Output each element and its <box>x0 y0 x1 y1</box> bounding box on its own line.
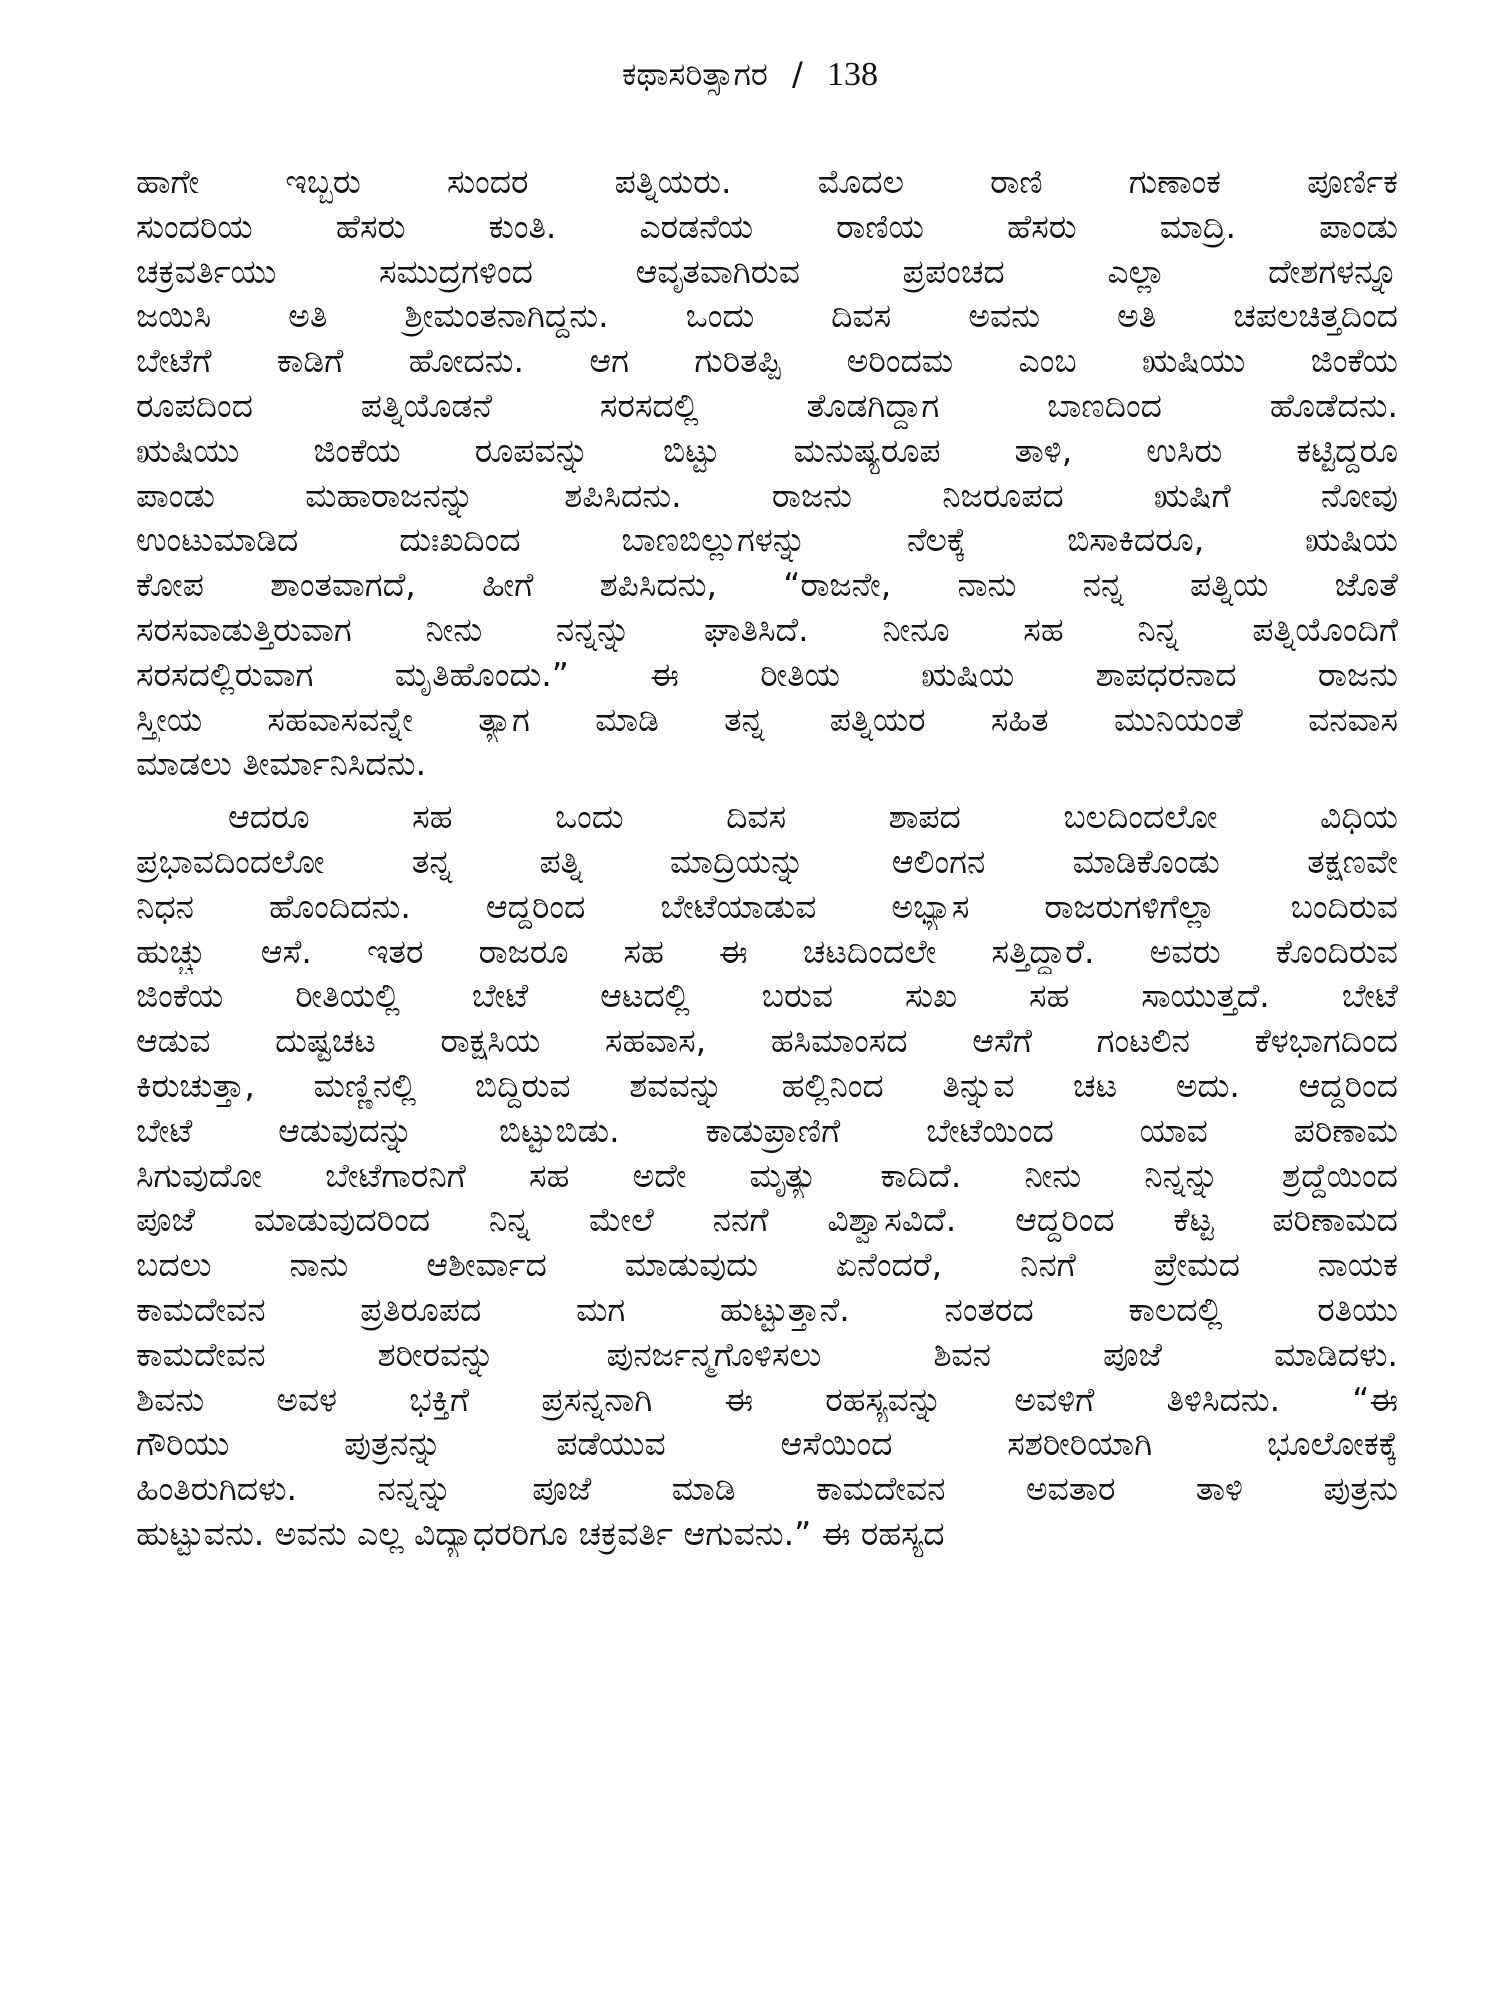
text-line: ಗೌರಿಯು ಪುತ್ರನನ್ನು ಪಡೆಯುವ ಆಸೆಯಿಂದ ಸಶರೀರಿಯಾಗಿ ಭೂಲೋಕಕ್ಕೆ <box>136 1424 1398 1464</box>
text-line: ಕಾಮದೇವನ ಪ್ರತಿರೂಪದ ಮಗ ಹುಟ್ಟುತ್ತಾನೆ. ನಂತರದ ಕಾಲದಲ್ಲಿ ರತಿಯು <box>136 1289 1398 1329</box>
text-line: ಶಿವನು ಅವಳ ಭಕ್ತಿಗೆ ಪ್ರಸನ್ನನಾಗಿ ಈ ರಹಸ್ಯವನ್ನು ಅವಳಿಗೆ ತಿಳಿಸಿದನು. “ಈ <box>136 1379 1398 1419</box>
text-line: ಬೇಟೆ ಆಡುವುದನ್ನು ಬಿಟ್ಟುಬಿಡು. ಕಾಡುಪ್ರಾಣಿಗೆ ಬೇಟೆಯಿಂದ ಯಾವ ಪರಿಣಾಮ <box>136 1110 1398 1150</box>
text-line: ಬದಲು ನಾನು ಆಶೀರ್ವಾದ ಮಾಡುವುದು ಏನೆಂದರೆ, ನಿನಗೆ ಪ್ರೇಮದ ನಾಯಕ <box>136 1245 1398 1285</box>
text-line: ಹಿಂತಿರುಗಿದಳು. ನನ್ನನ್ನು ಪೂಜೆ ಮಾಡಿ ಕಾಮದೇವನ ಅವತಾರ ತಾಳಿ ಪುತ್ರನು <box>136 1469 1398 1509</box>
text-line: ಸರಸವಾಡುತ್ತಿರುವಾಗ ನೀನು ನನ್ನನ್ನು ಘಾತಿಸಿದೆ. ನೀನೂ ಸಹ ನಿನ್ನ ಪತ್ನಿಯೊಂದಿಗೆ <box>136 609 1398 649</box>
text-line: ಪೂಜೆ ಮಾಡುವುದರಿಂದ ನಿನ್ನ ಮೇಲೆ ನನಗೆ ವಿಶ್ವಾಸವಿದೆ. ಆದ್ದರಿಂದ ಕೆಟ್ಟ ಪರಿಣಾಮದ <box>136 1200 1398 1240</box>
paragraph-2 <box>136 795 1398 1557</box>
text-line: ರೂಪದಿಂದ ಪತ್ನಿಯೊಡನೆ ಸರಸದಲ್ಲಿ ತೊಡಗಿದ್ದಾಗ ಬಾಣದಿಂದ ಹೊಡೆದನು. <box>136 385 1398 425</box>
text-line: ಸರಸದಲ್ಲಿರುವಾಗ ಮೃತಿಹೊಂದು.” ಈ ರೀತಿಯ ಋಷಿಯ ಶಾಪಧರನಾದ ರಾಜನು <box>136 654 1398 694</box>
text-line: ಕಿರುಚುತ್ತಾ, ಮಣ್ಣಿನಲ್ಲಿ ಬಿದ್ದಿರುವ ಶವವನ್ನು ಹಲ್ಲಿನಿಂದ ತಿನ್ನುವ ಚಟ ಅದು. ಆದ್ದರಿಂದ <box>136 1065 1398 1105</box>
text-line: ಹುಚ್ಚು ಆಸೆ. ಇತರ ರಾಜರೂ ಸಹ ಈ ಚಟದಿಂದಲೇ ಸತ್ತಿದ್ದಾರೆ. ಅವರು ಕೊಂದಿರುವ <box>136 931 1398 971</box>
body-text <box>136 160 1398 1557</box>
text-line: ಋಷಿಯು ಜಿಂಕೆಯ ರೂಪವನ್ನು ಬಿಟ್ಟು ಮನುಷ್ಯರೂಪ ತಾಳಿ, ಉಸಿರು ಕಟ್ಟಿದ್ದರೂ <box>136 430 1398 470</box>
header-separator: / <box>792 55 803 93</box>
text-line: ಸ್ತ್ರೀಯ ಸಹವಾಸವನ್ನೇ ತ್ಯಾಗ ಮಾಡಿ ತನ್ನ ಪತ್ನಿಯರ ಸಹಿತ ಮುನಿಯಂತೆ ವನವಾಸ <box>136 699 1398 739</box>
paragraph-gap <box>136 787 1398 795</box>
text-line: ಚಕ್ರವರ್ತಿಯು ಸಮುದ್ರಗಳಿಂದ ಆವೃತವಾಗಿರುವ ಪ್ರಪಂಚದ ಎಲ್ಲಾ ದೇಶಗಳನ್ನೂ <box>136 251 1398 291</box>
text-line: ಸುಂದರಿಯ ಹೆಸರು ಕುಂತಿ. ಎರಡನೆಯ ರಾಣಿಯ ಹೆಸರು ಮಾದ್ರಿ. ಪಾಂಡು <box>136 206 1398 246</box>
text-line: ನಿಧನ ಹೊಂದಿದನು. ಆದ್ದರಿಂದ ಬೇಟೆಯಾಡುವ ಅಭ್ಯಾಸ ರಾಜರುಗಳಿಗೆಲ್ಲಾ ಬಂದಿರುವ <box>136 886 1398 926</box>
text-line: ಪಾಂಡು ಮಹಾರಾಜನನ್ನು ಶಪಿಸಿದನು. ರಾಜನು ನಿಜರೂಪದ ಋಷಿಗೆ ನೋವು <box>136 475 1398 515</box>
text-line: ಬೇಟೆಗೆ ಕಾಡಿಗೆ ಹೋದನು. ಆಗ ಗುರಿತಪ್ಪಿ ಅರಿಂದಮ ಎಂಬ ಋಷಿಯು ಜಿಂಕೆಯ <box>136 341 1398 381</box>
text-line: ಹಾಗೇ ಇಬ್ಬರು ಸುಂದರ ಪತ್ನಿಯರು. ಮೊದಲ ರಾಣಿ ಗುಣಾಂಕ ಪೂರ್ಣಿಕ <box>136 162 1398 201</box>
page-number: 138 <box>826 56 878 93</box>
text-line: ಆದರೂ ಸಹ ಒಂದು ದಿವಸ ಶಾಪದ ಬಲದಿಂದಲೋ ವಿಧಿಯ <box>228 797 1398 837</box>
text-line: ಪ್ರಭಾವದಿಂದಲೋ ತನ್ನ ಪತ್ನಿ ಮಾದ್ರಿಯನ್ನು ಆಲಿಂಗನ ಮಾಡಿಕೊಂಡು ತಕ್ಷಣವೇ <box>136 841 1398 881</box>
running-header <box>0 52 1500 97</box>
paragraph-1 <box>136 160 1398 787</box>
text-line: ಹುಟ್ಟುವನು. ಅವನು ಎಲ್ಲ ವಿದ್ಯಾಧರರಿಗೂ ಚಕ್ರವರ್ತಿ ಆಗುವನು.” ಈ ರಹಸ್ಯದ <box>136 1513 945 1553</box>
text-line: ಕೋಪ ಶಾಂತವಾಗದೆ, ಹೀಗೆ ಶಪಿಸಿದನು, “ರಾಜನೇ, ನಾನು ನನ್ನ ಪತ್ನಿಯ ಜೊತೆ <box>136 565 1398 605</box>
text-line: ಉಂಟುಮಾಡಿದ ದುಃಖದಿಂದ ಬಾಣಬಿಲ್ಲುಗಳನ್ನು ನೆಲಕ್ಕೆ ಬಿಸಾಕಿದರೂ, ಋಷಿಯ <box>136 520 1398 560</box>
text-line: ಜಿಂಕೆಯ ರೀತಿಯಲ್ಲಿ ಬೇಟೆ ಆಟದಲ್ಲಿ ಬರುವ ಸುಖ ಸಹ ಸಾಯುತ್ತದೆ. ಬೇಟೆ <box>136 976 1398 1016</box>
text-line: ಕಾಮದೇವನ ಶರೀರವನ್ನು ಪುನರ್ಜನ್ಮಗೊಳಿಸಲು ಶಿವನ ಪೂಜೆ ಮಾಡಿದಳು. <box>136 1334 1398 1374</box>
text-line: ಮಾಡಲು ತೀರ್ಮಾನಿಸಿದನು. <box>136 744 427 784</box>
book-title: ಕಥಾಸರಿತ್ಸಾಗರ <box>622 55 768 93</box>
text-line: ಸಿಗುವುದೋ ಬೇಟೆಗಾರನಿಗೆ ಸಹ ಅದೇ ಮೃತ್ಯು ಕಾದಿದೆ. ನೀನು ನಿನ್ನನ್ನು ಶ್ರದ್ಧೆಯಿಂದ <box>136 1155 1398 1195</box>
text-line: ಜಯಿಸಿ ಅತಿ ಶ್ರೀಮಂತನಾಗಿದ್ದನು. ಒಂದು ದಿವಸ ಅವನು ಅತಿ ಚಪಲಚಿತ್ತದಿಂದ <box>136 296 1398 336</box>
text-line: ಆಡುವ ದುಷ್ಟಚಟ ರಾಕ್ಷಸಿಯ ಸಹವಾಸ, ಹಸಿಮಾಂಸದ ಆಸೆಗೆ ಗಂಟಲಿನ ಕೆಳಭಾಗದಿಂದ <box>136 1021 1398 1061</box>
